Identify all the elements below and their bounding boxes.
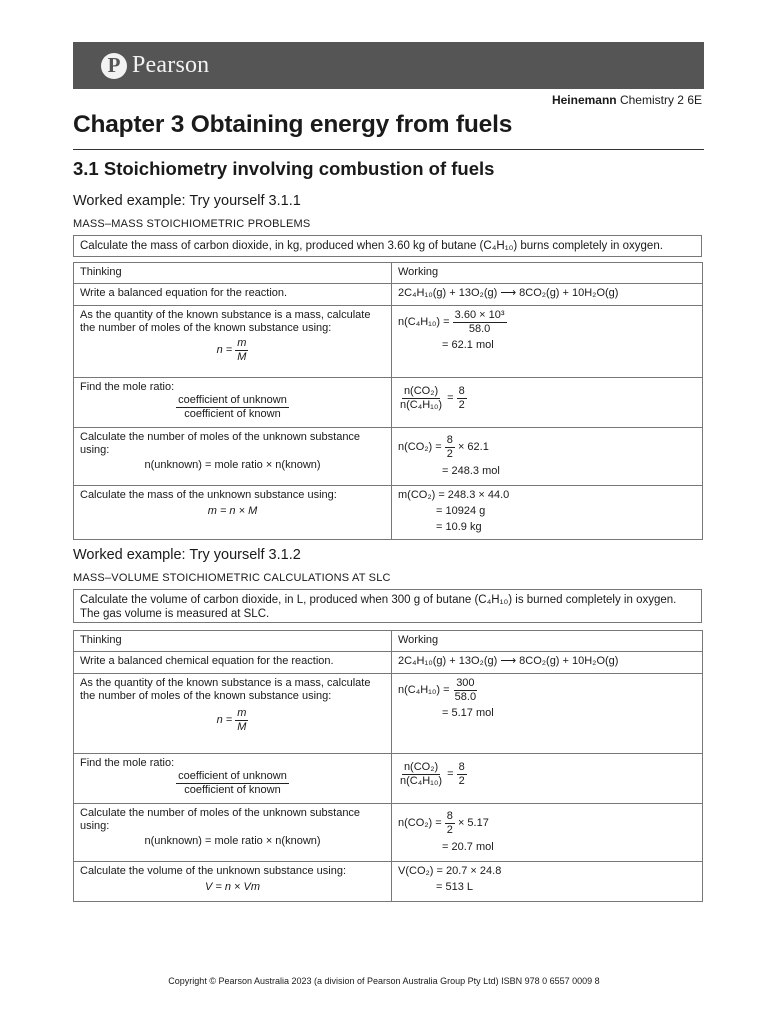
think-text: Calculate the number of moles of the unknown substance using: [80,431,361,456]
work-line: = 10.9 kg [436,521,482,533]
formula: V = n × Vm [204,881,261,893]
work-rnum: 8 [458,385,465,397]
table-row-work [392,428,703,486]
think-text: As the quantity of the known substance is a mass, calculate the number of moles of the known substance using: [80,309,371,334]
table-row-think: Write a balanced equation for the reaction. [74,284,392,306]
ratio-den: coefficient of known [184,784,281,796]
work-eq-sign: = [447,768,454,780]
book-title-rest: Chemistry 2 6E [619,93,702,107]
chapter-title: Chapter 3 Obtaining energy from fuels [73,111,513,138]
table-row-work: 2C₄H₁₀(g) + 13O₂(g) ⟶ 8CO₂(g) + 10H₂O(g) [392,284,703,306]
formula-lhs: n = [216,344,233,356]
work-result: = 248.3 mol [442,465,500,477]
work-ratio [398,385,696,412]
table-row-think [74,674,392,754]
formula: m = n × M [207,505,258,517]
work-tail: × 62.1 [457,441,489,453]
work-num: 3.60 × 10³ [454,309,505,321]
ratio-formula [80,770,385,797]
formula-den: M [237,721,247,733]
work-rnum: 8 [458,761,465,773]
example1-table [73,262,703,540]
work-eq [398,677,696,704]
think-text: Calculate the number of moles of the unknown substance using: [80,807,361,832]
work-result: = 20.7 mol [442,841,494,853]
table-row-think [74,428,392,486]
copyright-footer: Copyright © Pearson Australia 2023 (a division of Pearson Australia Group Pty Ltd) ISBN 978 0 6557 0009 8 [168,976,600,986]
formula-lhs: n = [216,714,233,726]
table-row-think: Write a balanced chemical equation for the reaction. [74,652,392,674]
work-eq [398,309,696,336]
ratio-den: coefficient of known [184,408,281,420]
work-eq [398,810,696,837]
title-divider [73,149,704,150]
pearson-logo [101,52,209,79]
work-den: 2 [446,824,453,836]
work-num: 8 [446,810,453,822]
work-num: n(CO₂) [403,761,439,773]
work-rden: 2 [458,399,465,411]
think-text: As the quantity of the known substance is a mass, calculate the number of moles of the known substance using: [80,677,371,702]
table-row-think [74,804,392,862]
work-num: 8 [446,434,453,446]
work-eq [398,434,696,461]
example2-subheading: MASS–VOLUME STOICHIOMETRIC CALCULATIONS AT SLC [73,572,391,584]
formula [80,707,385,734]
work-ratio [398,761,696,788]
table-row-work [392,378,703,428]
table-row-work [392,674,703,754]
example1-question: Calculate the mass of carbon dioxide, in kg, produced when 3.60 kg of butane (C₄H₁₀) burns completely in oxygen. [73,235,702,257]
work-eq-sign: = [447,392,454,404]
work-lhs: n(C₄H₁₀) = [398,316,450,328]
header-thinking: Thinking [74,631,392,652]
ratio-num: coefficient of unknown [178,770,287,782]
brand-name: Pearson [132,52,210,78]
example2-table [73,630,703,902]
formula: n(unknown) = mole ratio × n(known) [144,835,321,847]
work-den: 58.0 [454,691,477,703]
example1-subheading: MASS–MASS STOICHIOMETRIC PROBLEMS [73,218,311,230]
example1-heading: Worked example: Try yourself 3.1.1 [73,193,301,209]
pearson-logo-icon: P [101,53,127,79]
work-result: = 62.1 mol [442,339,494,351]
pearson-banner [73,42,704,89]
header-working: Working [392,263,703,284]
table-row-work [392,804,703,862]
think-text: Calculate the volume of the unknown substance using: [80,865,346,877]
work-den: n(C₄H₁₀) [400,775,443,787]
table-row-think [74,306,392,378]
formula-num: m [237,337,247,349]
work-lhs: n(C₄H₁₀) = [398,684,450,696]
header-working: Working [392,631,703,652]
book-title-bold: Heinemann [551,93,617,107]
work-num: 300 [456,677,475,689]
think-text: Find the mole ratio: [80,757,175,769]
formula [80,337,385,364]
table-row-work [392,754,703,804]
table-row-think [74,862,392,902]
table-row-think [74,486,392,540]
formula-num: m [237,707,247,719]
formula: n(unknown) = mole ratio × n(known) [144,459,321,471]
table-row-work: 2C₄H₁₀(g) + 13O₂(g) ⟶ 8CO₂(g) + 10H₂O(g) [392,652,703,674]
work-rden: 2 [458,775,465,787]
work-lhs: n(CO₂) = [398,441,442,453]
example2-question: Calculate the volume of carbon dioxide, in L, produced when 300 g of butane (C₄H₁₀) is burned completely in oxygen. The gas volume is measured at SLC. [73,589,702,623]
ratio-num: coefficient of unknown [178,394,287,406]
work-den: 58.0 [468,323,491,335]
table-row-work [392,306,703,378]
table-row-think [74,754,392,804]
work-lhs: n(CO₂) = [398,817,442,829]
think-text: Calculate the mass of the unknown substance using: [80,489,337,501]
work-den: 2 [446,448,453,460]
formula-den: M [237,351,247,363]
work-num: n(CO₂) [403,385,439,397]
work-den: n(C₄H₁₀) [400,399,443,411]
work-tail: × 5.17 [457,817,489,829]
work-result: = 5.17 mol [442,707,494,719]
table-row-work [392,486,703,540]
work-line: V(CO₂) = 20.7 × 24.8 [398,865,502,877]
example2-heading: Worked example: Try yourself 3.1.2 [73,547,301,563]
ratio-formula [80,394,385,421]
table-row-work [392,862,703,902]
section-title: 3.1 Stoichiometry involving combustion of fuels [73,158,495,179]
think-text: Find the mole ratio: [80,381,175,393]
table-row-think [74,378,392,428]
book-title [552,93,702,107]
work-line: = 513 L [436,881,474,893]
header-thinking: Thinking [74,263,392,284]
work-line: = 10924 g [436,505,486,517]
work-line: m(CO₂) = 248.3 × 44.0 [398,489,510,501]
